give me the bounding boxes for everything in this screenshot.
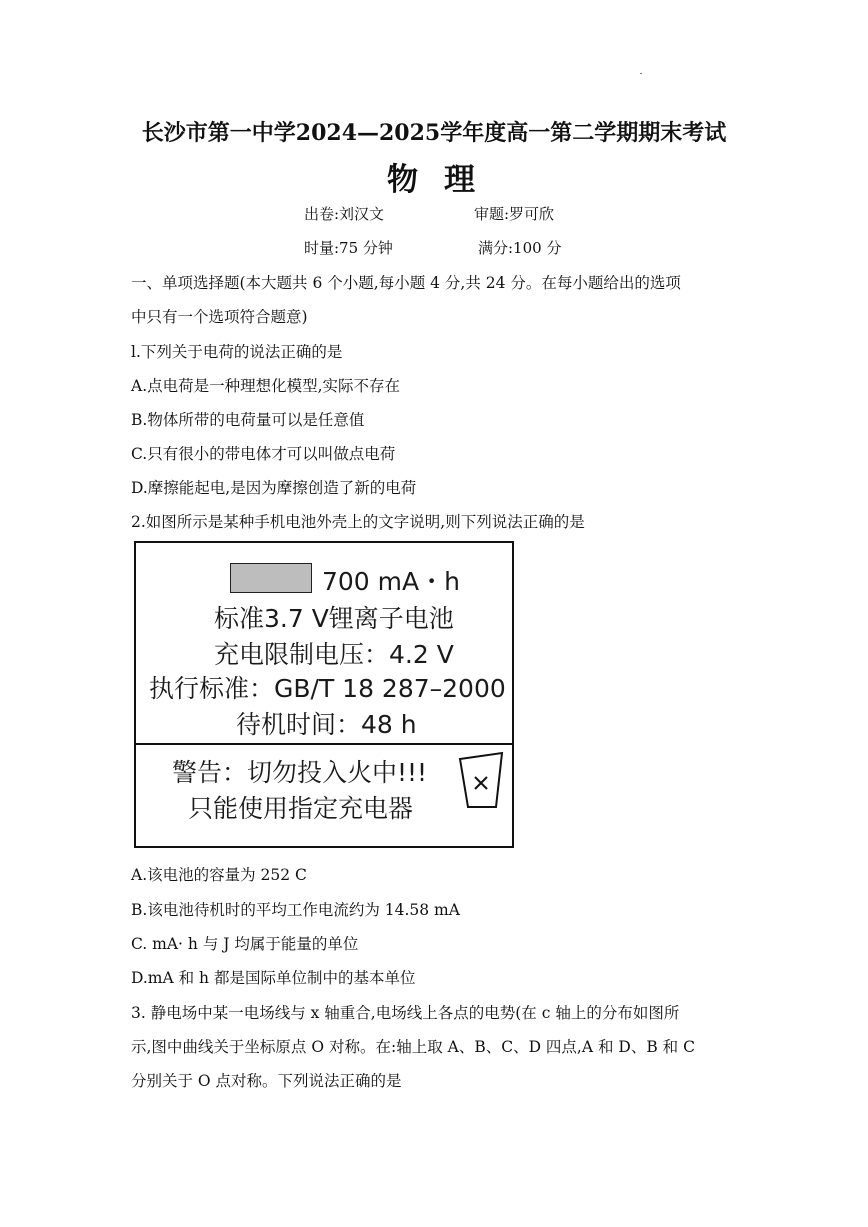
battery-standard: 执行标准：GB/T 18 287–2000 (149, 674, 506, 703)
q1-stem: l.下列关于电荷的说法正确的是 (131, 343, 343, 361)
q1-option-d: D.摩擦能起电,是因为摩擦创造了新的电荷 (131, 479, 417, 497)
battery-charge-limit: 充电限制电压：4.2 V (214, 640, 454, 669)
battery-capacity: 700 mA・h (322, 567, 460, 596)
label-divider (136, 743, 512, 745)
no-fire-bin-icon (458, 751, 504, 811)
q2-option-b: B.该电池待机时的平均工作电流约为 14.58 mA (131, 901, 460, 919)
reviewer-text: 审题:罗可欣 (474, 205, 555, 223)
battery-label-figure (134, 541, 514, 848)
battery-warning1: 警告：切勿投入火中!!! (172, 758, 428, 787)
section-heading-line2: 中只有一个选项符合题意) (131, 308, 308, 326)
q2-stem: 2.如图所示是某种手机电池外壳上的文字说明,则下列说法正确的是 (131, 513, 585, 531)
q1-option-a: A.点电荷是一种理想化模型,实际不存在 (131, 377, 401, 395)
q2-option-a: A.该电池的容量为 252 C (131, 866, 307, 884)
duration-text: 时量:75 分钟 (304, 239, 393, 257)
battery-type: 标准3.7 V锂离子电池 (214, 604, 454, 633)
q2-option-c: C. mA· h 与 J 均属于能量的单位 (131, 935, 359, 953)
q2-option-d: D.mA 和 h 都是国际单位制中的基本单位 (131, 969, 416, 987)
q3-line3: 分别关于 O 点对称。下列说法正确的是 (131, 1072, 402, 1090)
battery-standby: 待机时间：48 h (236, 710, 417, 739)
q3-line1: 3. 静电场中某一电场线与 x 轴重合,电场线上各点的电势(在 c 轴上的分布如图所 (131, 1004, 680, 1022)
score-text: 满分:100 分 (478, 239, 562, 257)
battery-brand-placeholder (230, 563, 312, 593)
q1-option-b: B.物体所带的电荷量可以是任意值 (131, 411, 365, 429)
scan-dot (640, 73, 642, 74)
exam-title: 长沙市第一中学2024—2025学年度高一第二学期期末考试 (141, 120, 727, 146)
battery-warning2: 只能使用指定充电器 (188, 794, 414, 823)
subject-title: 物理 (387, 162, 501, 198)
q1-option-c: C.只有很小的带电体才可以叫做点电荷 (131, 445, 396, 463)
setter-text: 出卷:刘汉文 (304, 205, 385, 223)
section-heading-line1: 一、单项选择题(本大题共 6 个小题,每小题 4 分,共 24 分。在每小题给出的选项 (131, 274, 681, 292)
q3-line2: 示,图中曲线关于坐标原点 O 对称。在:轴上取 A、B、C、D 四点,A 和 D、B 和 C (131, 1038, 695, 1056)
